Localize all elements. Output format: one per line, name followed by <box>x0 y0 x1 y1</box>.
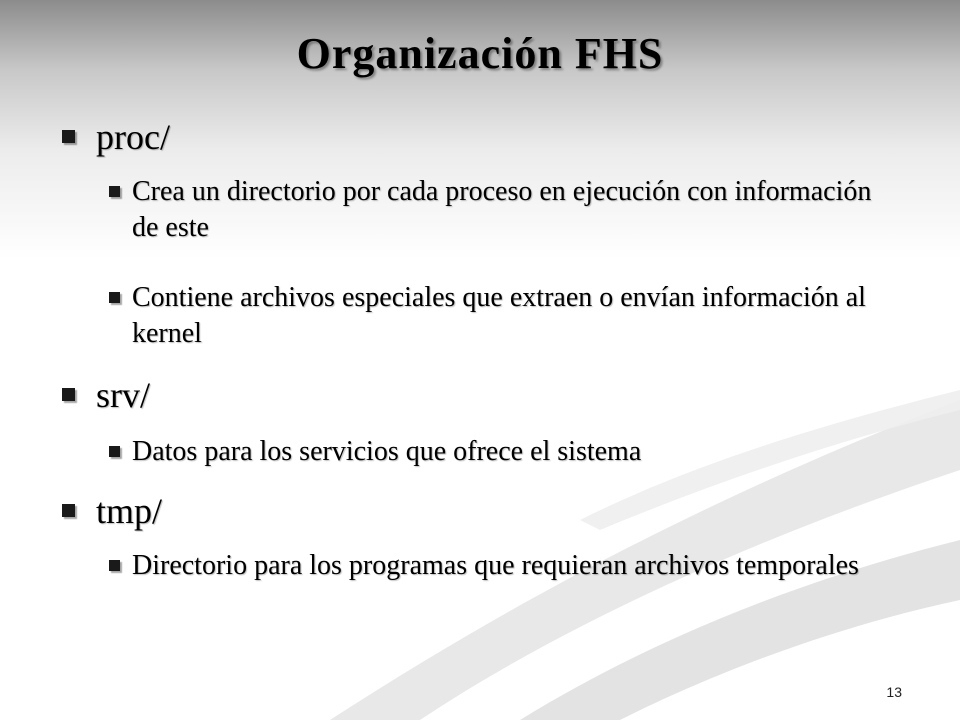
slide-title: Organización FHS <box>296 29 664 78</box>
square-bullet-icon <box>62 130 75 143</box>
sub-item-text: Crea un directorio por cada proceso en ejecución con información de este <box>132 176 872 243</box>
sub-item-text: Directorio para los programas que requieran archivos temporales <box>132 550 859 581</box>
square-bullet-icon <box>109 186 120 197</box>
square-bullet-icon <box>109 446 120 457</box>
square-bullet-icon <box>109 292 120 303</box>
sub-item-text: Contiene archivos especiales que extraen o envían información al kernel <box>132 282 866 349</box>
square-bullet-icon <box>62 504 75 517</box>
square-bullet-icon <box>109 560 120 571</box>
slide-number: 13 <box>886 684 902 700</box>
list-item-label: tmp/ <box>96 491 163 531</box>
list-item-label: proc/ <box>96 117 170 157</box>
list-item-label: srv/ <box>96 375 150 415</box>
square-bullet-icon <box>62 388 75 401</box>
sub-item-text: Datos para los servicios que ofrece el sistema <box>132 436 642 467</box>
